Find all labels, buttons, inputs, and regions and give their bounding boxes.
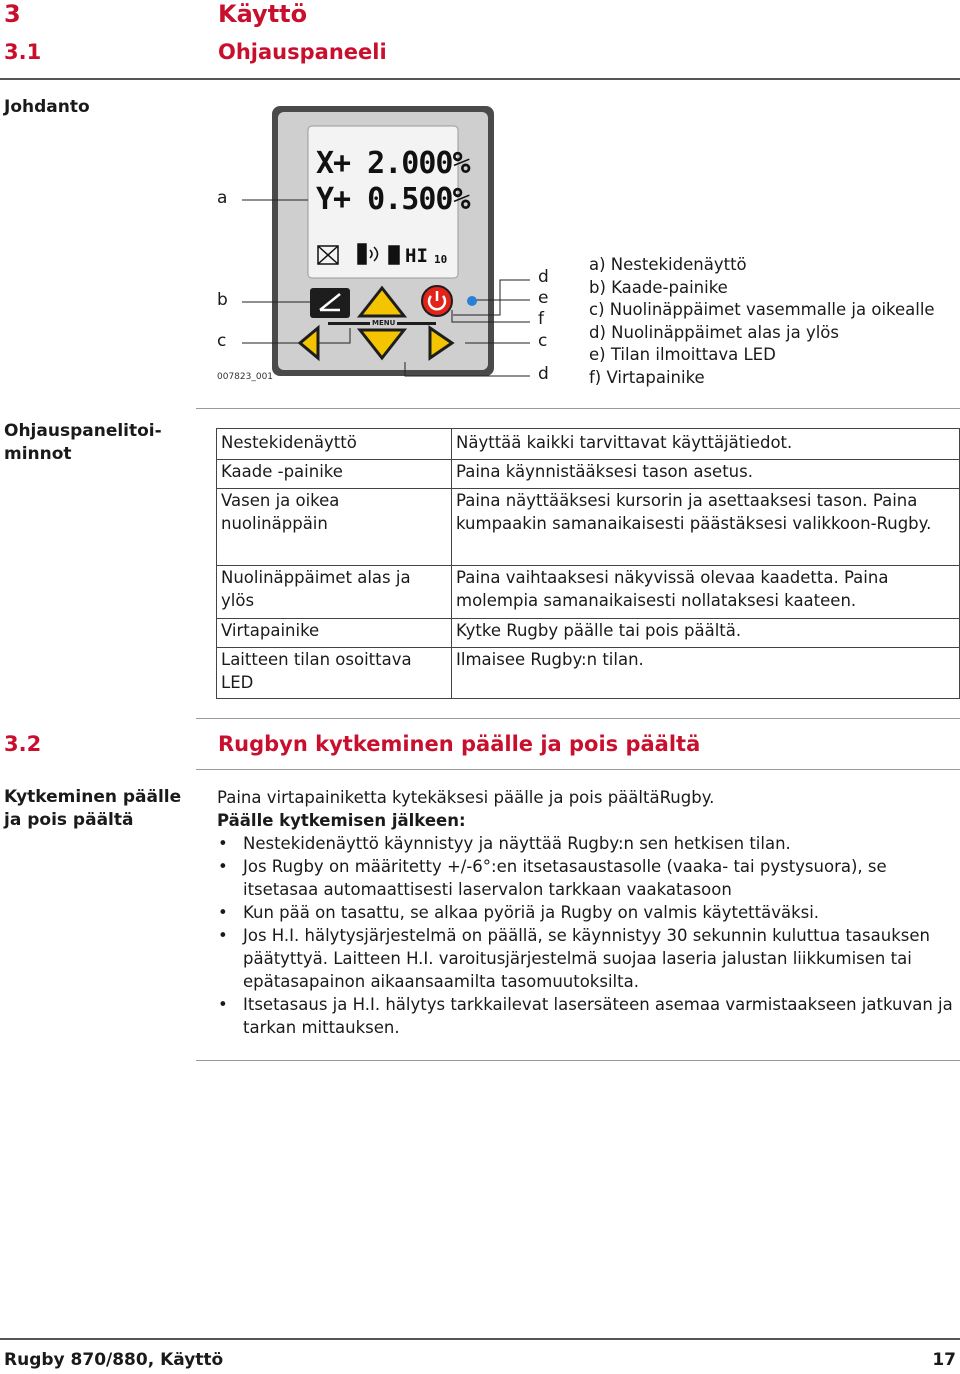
- menu-label: MENU: [372, 319, 396, 327]
- function-name: Nuolinäppäimet alas ja ylös: [217, 566, 452, 619]
- section-divider: [0, 78, 960, 80]
- callout-d-bottom: d: [538, 364, 549, 384]
- lcd-readout: [316, 146, 470, 218]
- list-item: • Kun pää on tasattu, se alkaa pyöriä ja Rugby on valmis käytettäväksi.: [217, 901, 957, 924]
- functions-label-line2: minnot: [4, 444, 72, 464]
- lcd-line-y: Y+ 0.500%: [316, 182, 470, 217]
- list-item: • Nestekidenäyttö käynnistyy ja näyttää Rugby:n sen hetkisen tilan.: [217, 832, 957, 855]
- footer-rule: [0, 1338, 960, 1340]
- callout-a: a: [217, 188, 228, 208]
- divider: [196, 718, 960, 719]
- battery-icon: [389, 246, 399, 264]
- table-row: [217, 619, 960, 648]
- functions-table: [216, 428, 960, 699]
- function-desc: Näyttää kaikki tarvittavat käyttäjätiedot.: [452, 429, 960, 460]
- remote-icon: [358, 244, 366, 264]
- status-led: [467, 296, 477, 306]
- table-row: [217, 566, 960, 619]
- callout-f: f: [538, 309, 544, 329]
- power-on-label: [4, 786, 181, 832]
- lcd-line-x: X+ 2.000%: [316, 146, 470, 181]
- table-row: [217, 429, 960, 460]
- legend-item: c) Nuolinäppäimet vasemmalle ja oikealle: [589, 300, 935, 319]
- section-number: 3.1: [4, 40, 42, 64]
- power-on-list: [217, 832, 957, 1039]
- power-on-intro: Paina virtapainiketta kytekäksesi päälle ja pois päältäRugby.: [217, 788, 715, 807]
- divider: [196, 769, 960, 770]
- function-name: Kaade -painike: [217, 460, 452, 489]
- section-title: Ohjauspaneeli: [218, 40, 387, 64]
- list-item: • Itsetasaus ja H.I. hälytys tarkkailevat lasersäteen asemaa varmistaakseen jatkuvan ja tarkan mittauksen.: [217, 993, 957, 1039]
- chapter-number: 3: [4, 0, 21, 28]
- functions-label: [4, 420, 162, 466]
- function-name: Virtapainike: [217, 619, 452, 648]
- table-row: [217, 648, 960, 699]
- function-desc: Ilmaisee Rugby:n tilan.: [452, 648, 960, 699]
- divider: [196, 408, 960, 409]
- legend-item: f) Virtapainike: [589, 367, 705, 387]
- lcd-hi-sub: 10: [434, 253, 448, 266]
- callout-b: b: [217, 290, 228, 310]
- legend-item: b) Kaade-painike: [589, 277, 728, 297]
- table-row: [217, 489, 960, 566]
- table-row: [217, 460, 960, 489]
- list-item: • Jos H.I. hälytysjärjestelmä on päällä, se käynnistyy 30 sekunnin kuluttua tasauksen päätyttyä. Laitteen H.I. varoitusjärjestelmä suojaa laseria jalustan liikkumisen tai epätasapainon aikaansaamilta tasomuutoksilta.: [217, 924, 957, 993]
- callout-c-right: c: [538, 331, 548, 351]
- control-panel-drawing: [200, 100, 560, 390]
- divider: [196, 1060, 960, 1061]
- legend-item: d) Nuolinäppäimet alas ja ylös: [589, 322, 839, 342]
- intro-label: Johdanto: [4, 97, 90, 117]
- power-on-label-line2: ja pois päältä: [4, 810, 134, 830]
- functions-label-line1: Ohjauspanelitoi-: [4, 421, 162, 441]
- figure-legend: [589, 254, 935, 389]
- power-on-subhead: Päälle kytkemisen jälkeen:: [217, 811, 466, 830]
- footer-title: Rugby 870/880, Käyttö: [4, 1350, 224, 1370]
- legend-item: e) Tilan ilmoittava LED: [589, 345, 776, 364]
- section-number: 3.2: [4, 732, 42, 756]
- function-desc: Paina näyttääksesi kursorin ja asettaaksesi tason. Paina kumpaakin samanaikaisesti päästäksesi valikkoon-Rugby.: [452, 489, 960, 566]
- power-on-content: [217, 786, 957, 1039]
- function-desc: Paina käynnistääksesi tason asetus.: [452, 460, 960, 489]
- power-on-label-line1: Kytkeminen päälle: [4, 787, 182, 807]
- control-panel-figure: [200, 100, 560, 390]
- page-number: 17: [932, 1350, 956, 1370]
- callout-e: e: [538, 288, 549, 308]
- section-title: Rugbyn kytkeminen päälle ja pois päältä: [218, 732, 701, 756]
- legend-item: a) Nestekidenäyttö: [589, 255, 747, 274]
- callout-d-top: d: [538, 267, 549, 287]
- callout-c-left: c: [217, 331, 227, 351]
- function-name: Vasen ja oikea nuolinäppäin: [217, 489, 452, 566]
- function-desc: Kytke Rugby päälle tai pois päältä.: [452, 619, 960, 648]
- function-desc: Paina vaihtaaksesi näkyvissä olevaa kaadetta. Paina molempia samanaikaisesti nollataksesi kaateen.: [452, 566, 960, 619]
- chapter-title: Käyttö: [218, 0, 308, 28]
- lcd-hi: HI: [405, 245, 428, 267]
- list-item: • Jos Rugby on määritetty +/-6°:en itsetasaustasolle (vaaka- tai pystysuora), se itsetasaa automaattisesti laservalon tarkkaan vaakatasoon: [217, 855, 957, 901]
- function-name: Laitteen tilan osoittava LED: [217, 648, 452, 699]
- function-name: Nestekidenäyttö: [217, 429, 452, 460]
- figure-code: 007823_001: [217, 372, 274, 382]
